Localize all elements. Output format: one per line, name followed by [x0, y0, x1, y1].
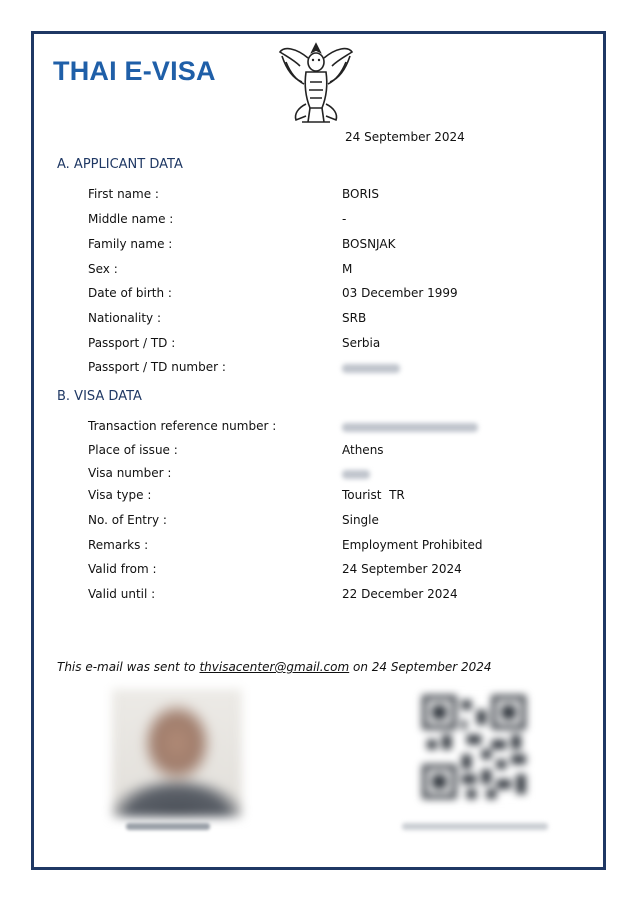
redacted-value: [342, 360, 400, 376]
field-valid-from: [88, 562, 588, 578]
field-passport-td: [88, 336, 588, 352]
email-notice: [57, 660, 492, 674]
field-label: Remarks :: [88, 538, 149, 552]
email-notice-prefix: This e-mail was sent to: [57, 660, 196, 674]
section-heading-visa: B. VISA DATA: [57, 389, 142, 404]
field-value: -: [342, 212, 347, 226]
field-place-of-issue: [88, 443, 588, 459]
photo-caption-redacted: [126, 823, 210, 830]
field-label: Nationality :: [88, 311, 162, 325]
field-label: No. of Entry :: [88, 513, 167, 527]
redacted-value: [342, 466, 370, 482]
field-label: Place of issue :: [88, 443, 178, 457]
field-label: Passport / TD number :: [88, 360, 226, 374]
field-middle-name: [88, 212, 588, 228]
section-heading-applicant: A. APPLICANT DATA: [57, 157, 183, 172]
qr-caption-redacted: [402, 823, 548, 830]
field-value: 03 December 1999: [342, 286, 458, 300]
field-visa-number: [88, 466, 588, 482]
field-value: M: [342, 262, 353, 276]
field-value: Single: [342, 513, 379, 527]
field-label: Sex :: [88, 262, 118, 276]
field-value: Tourist TR: [342, 488, 405, 502]
applicant-photo: [112, 689, 242, 817]
redacted-value: [342, 419, 478, 435]
field-value: 24 September 2024: [342, 562, 462, 576]
email-link[interactable]: thvisacenter@gmail.com: [199, 660, 350, 674]
field-transaction-reference: [88, 419, 588, 435]
field-label: Visa type :: [88, 488, 152, 502]
field-label: First name :: [88, 187, 159, 201]
field-value: BORIS: [342, 187, 379, 201]
field-value: Employment Prohibited: [342, 538, 483, 552]
field-value: Athens: [342, 443, 384, 457]
field-nationality: [88, 311, 588, 327]
field-first-name: [88, 187, 588, 203]
field-label: Valid from :: [88, 562, 157, 576]
qr-code-icon: [420, 695, 528, 799]
field-valid-until: [88, 587, 588, 603]
field-label: Family name :: [88, 237, 173, 251]
field-visa-type: [88, 488, 588, 504]
field-passport-number: [88, 360, 588, 376]
field-remarks: [88, 538, 588, 554]
field-value: Serbia: [342, 336, 381, 350]
field-label: Passport / TD :: [88, 336, 176, 350]
field-label: Date of birth :: [88, 286, 172, 300]
field-sex: [88, 262, 588, 278]
field-date-of-birth: [88, 286, 588, 302]
email-notice-suffix: on 24 September 2024: [353, 660, 492, 674]
document-title: THAI E-VISA: [53, 56, 216, 86]
field-label: Transaction reference number :: [88, 419, 277, 433]
field-label: Valid until :: [88, 587, 156, 601]
field-label: Middle name :: [88, 212, 174, 226]
garuda-emblem-icon: [276, 38, 356, 126]
field-value: 22 December 2024: [342, 587, 458, 601]
field-value: SRB: [342, 311, 367, 325]
issue-date: 24 September 2024: [345, 130, 465, 144]
field-number-of-entry: [88, 513, 588, 529]
field-value: BOSNJAK: [342, 237, 396, 251]
field-family-name: [88, 237, 588, 253]
field-label: Visa number :: [88, 466, 172, 480]
